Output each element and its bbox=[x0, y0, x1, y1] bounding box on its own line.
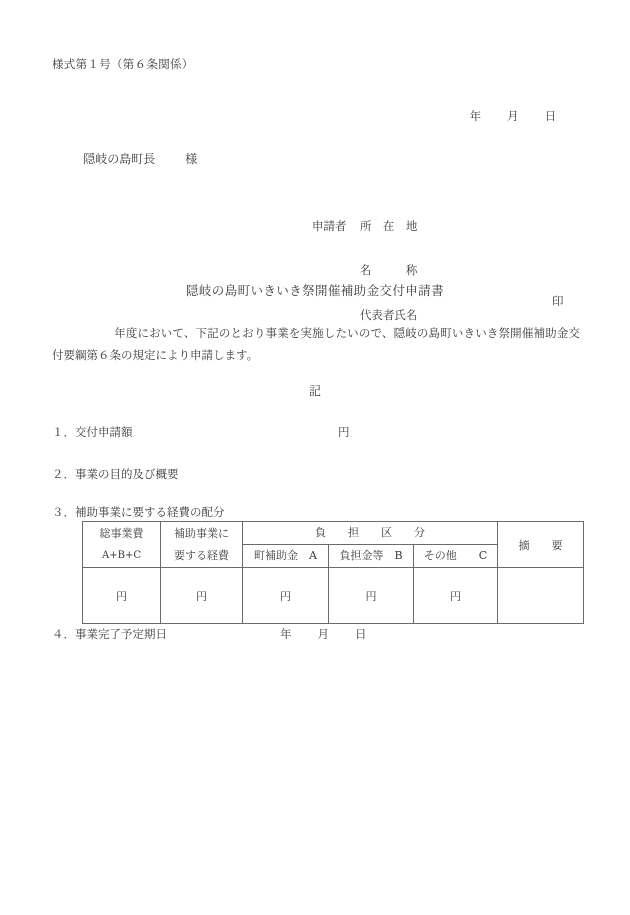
cell-subsidy-expense[interactable]: 円 bbox=[161, 568, 243, 624]
item-3-label: 補助事業に要する経費の配分 bbox=[75, 505, 225, 519]
header-total-cost bbox=[83, 522, 161, 568]
item-3-number: ３． bbox=[52, 505, 75, 519]
item-4-year-label: 年 bbox=[280, 627, 292, 641]
table-header-row-1 bbox=[83, 522, 584, 545]
item-4 bbox=[52, 626, 167, 642]
form-number: 様式第１号（第６条関係） bbox=[52, 57, 194, 71]
item-1-unit: 円 bbox=[338, 425, 350, 439]
item-2-label: 事業の目的及び概要 bbox=[75, 467, 179, 481]
header-burden-division: 負 担 区 分 bbox=[243, 522, 498, 545]
cell-other[interactable]: 円 bbox=[414, 568, 498, 624]
cost-allocation-table bbox=[82, 521, 584, 624]
ki-marker: 記 bbox=[308, 384, 321, 398]
header-total-cost-line2: A+B+C bbox=[102, 549, 141, 561]
item-4-date-line bbox=[280, 626, 367, 642]
date-line-header bbox=[455, 97, 556, 137]
applicant-address-row bbox=[290, 206, 418, 233]
body-line-1: 年度において、下記のとおり事業を実施したいので、隠岐の島町いきいき祭開催補助金 bbox=[114, 326, 569, 340]
header-subsidy-expense bbox=[161, 522, 243, 568]
date-day-label: 日 bbox=[544, 109, 557, 124]
item-2-number: ２． bbox=[52, 467, 75, 481]
cell-remarks[interactable] bbox=[498, 568, 584, 624]
cell-town-subsidy[interactable]: 円 bbox=[243, 568, 329, 624]
header-total-cost-line1: 総事業費 bbox=[99, 526, 144, 540]
body-paragraph bbox=[52, 323, 580, 367]
applicant-name-row bbox=[290, 251, 418, 278]
applicant-label: 申請者 bbox=[311, 218, 347, 233]
item-1-label: 交付申請額 bbox=[75, 425, 133, 439]
header-remarks: 摘 要 bbox=[498, 522, 584, 568]
item-1 bbox=[52, 424, 133, 440]
header-town-subsidy: 町補助金 A bbox=[243, 545, 329, 568]
applicant-address-label: 所 在 地 bbox=[359, 218, 418, 233]
item-4-day-label: 日 bbox=[355, 627, 367, 641]
item-4-label: 事業完了予定期日 bbox=[75, 627, 167, 641]
header-contribution: 負担金等 B bbox=[329, 545, 414, 568]
addressee-line bbox=[68, 139, 197, 180]
item-3 bbox=[52, 504, 225, 520]
document-title: 隠岐の島町いきいき祭開催補助金交付申請書 bbox=[185, 283, 444, 298]
addressee-honorific: 様 bbox=[185, 151, 198, 166]
header-subsidy-expense-line2: 要する経費 bbox=[174, 548, 229, 562]
item-1-number: １． bbox=[52, 425, 75, 439]
body-line-2: 交付要綱第６条の規定により申請します。 bbox=[52, 326, 580, 362]
cell-contribution[interactable]: 円 bbox=[329, 568, 414, 624]
addressee-name: 隠岐の島町長 bbox=[83, 151, 156, 166]
item-4-number: ４． bbox=[52, 627, 75, 641]
applicant-name-label: 名 称 bbox=[359, 263, 418, 278]
item-4-month-label: 月 bbox=[317, 627, 329, 641]
seal-icon: 印 bbox=[552, 294, 564, 309]
cell-total-cost[interactable]: 円 bbox=[83, 568, 161, 624]
applicant-representative-label: 代表者氏名 bbox=[359, 307, 418, 322]
header-other: その他 C bbox=[414, 545, 498, 568]
date-month-label: 月 bbox=[507, 109, 519, 124]
item-2 bbox=[52, 466, 179, 482]
header-subsidy-expense-line1: 補助事業に bbox=[174, 526, 229, 540]
table-row bbox=[83, 568, 584, 624]
date-year-label: 年 bbox=[469, 109, 482, 124]
